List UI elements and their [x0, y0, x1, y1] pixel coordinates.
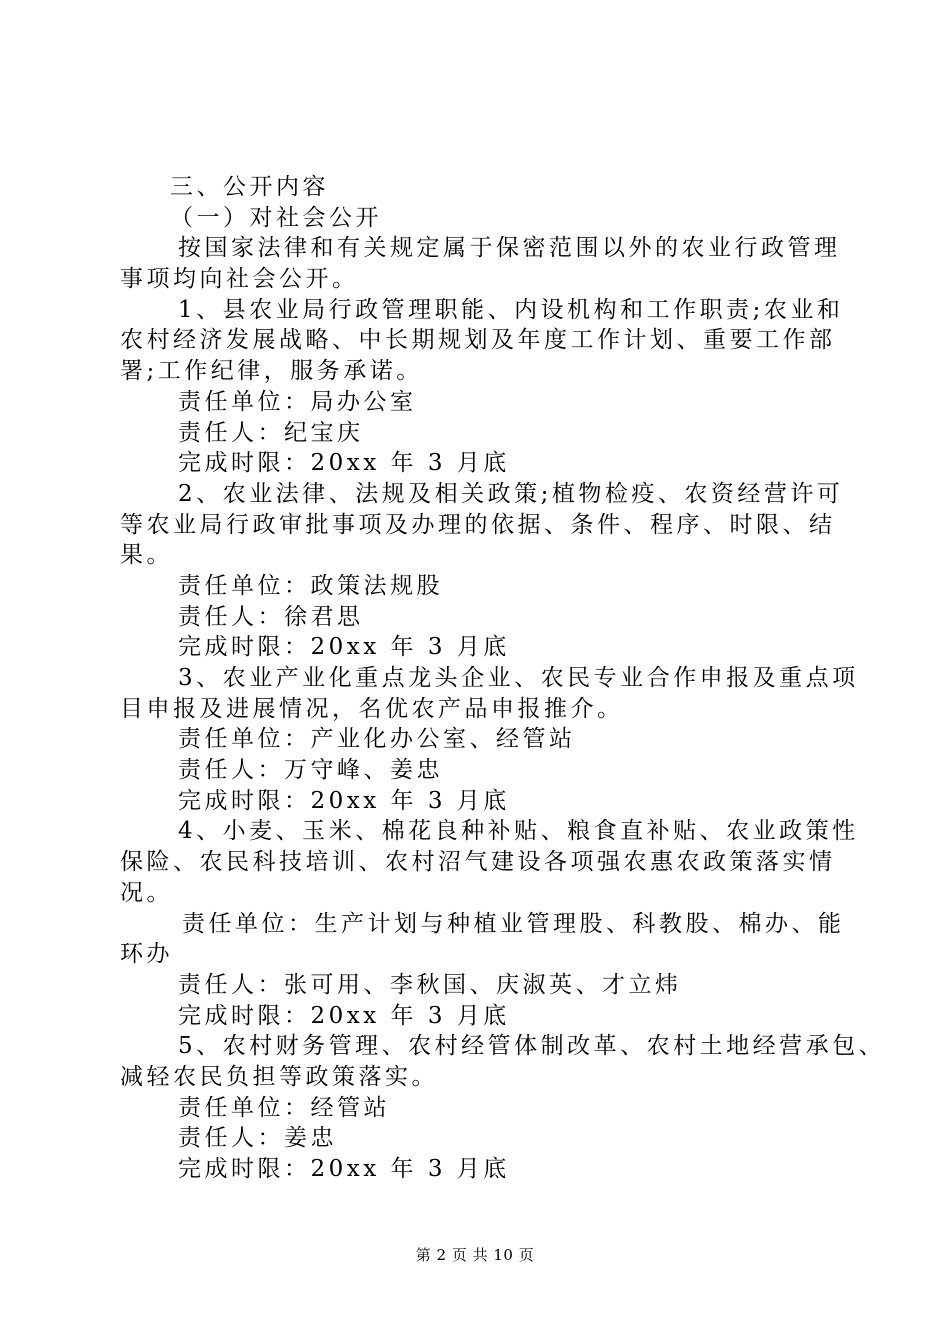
document-line: 农村经济发展战略、中长期规划及年度工作计划、重要工作部	[120, 327, 836, 354]
document-line: 责任人：姜忠	[178, 1125, 337, 1152]
document-line: 目申报及进展情况，名优农产品申报推介。	[120, 695, 624, 722]
document-line: 完成时限：20xx 年 3 月底	[178, 634, 510, 661]
document-line: 事项均向社会公开。	[120, 266, 359, 293]
document-line: 环办	[120, 941, 173, 968]
document-body	[120, 172, 886, 1185]
document-line: 署;工作纪律，服务承诺。	[120, 358, 423, 385]
document-line: 完成时限：20xx 年 3 月底	[178, 1002, 510, 1029]
document-line: 责任人：纪宝庆	[178, 419, 364, 446]
document-line: 按国家法律和有关规定属于保密范围以外的农业行政管理	[178, 235, 841, 262]
document-line: 减轻农民负担等政策落实。	[120, 1063, 438, 1090]
document-line: （一）对社会公开	[170, 204, 382, 231]
document-line: 责任单位：局办公室	[178, 388, 417, 415]
page-footer: 第 2 页 共 10 页	[415, 1246, 535, 1264]
document-line: 责任单位：生产计划与种植业管理股、科教股、棉办、能	[182, 910, 845, 937]
document-line: 责任人：张可用、李秋国、庆淑英、才立炜	[178, 971, 682, 998]
document-line: 等农业局行政审批事项及办理的依据、条件、程序、时限、结	[120, 511, 836, 538]
document-line: 完成时限：20xx 年 3 月底	[178, 450, 510, 477]
document-line: 责任单位：经管站	[178, 1094, 390, 1121]
document-line: 4、小麦、玉米、棉花良种补贴、粮食直补贴、农业政策性	[178, 818, 859, 845]
document-line: 完成时限：20xx 年 3 月底	[178, 1156, 510, 1182]
document-line: 责任人：徐君思	[178, 603, 364, 630]
document-line: 责任人：万守峰、姜忠	[178, 757, 443, 784]
document-line: 3、农业产业化重点龙头企业、农民专业合作申报及重点项	[178, 665, 859, 691]
document-line: 三、公开内容	[170, 174, 329, 200]
document-line: 保险、农民科技培训、农村沼气建设各项强农惠农政策落实情	[120, 849, 836, 876]
document-line: 责任单位：产业化办公室、经管站	[178, 726, 576, 753]
document-line: 5、农村财务管理、农村经管体制改革、农村土地经营承包、	[178, 1033, 886, 1060]
document-line: 1、县农业局行政管理职能、内设机构和工作职责;农业和	[178, 296, 844, 323]
document-line: 况。	[120, 879, 173, 906]
document-line: 2、农业法律、法规及相关政策;植物检疫、农资经营许可	[178, 480, 844, 507]
document-line: 果。	[120, 542, 173, 569]
document-line: 责任单位：政策法规股	[178, 572, 443, 599]
document-line: 完成时限：20xx 年 3 月底	[178, 787, 510, 814]
